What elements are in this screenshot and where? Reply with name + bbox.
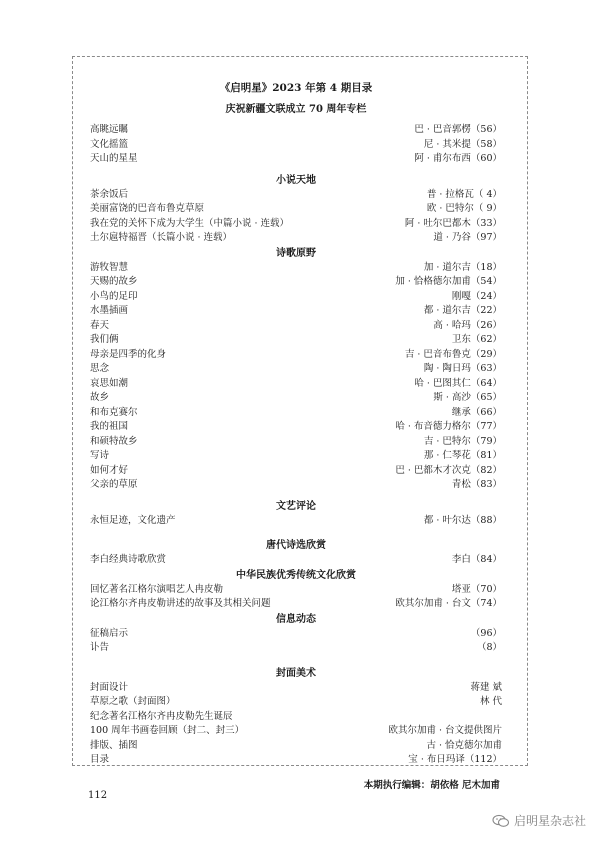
entry-title: 回忆著名江格尔演唱艺人冉皮勒 <box>90 583 224 595</box>
entry-author-page: 巴 · 巴音郭楞（56） <box>414 124 502 135</box>
entry-title: 我在党的关怀下成为大学生（中篇小说 · 连载） <box>90 217 290 229</box>
entry-author-page: 加 · 恰格德尔加甫（54） <box>395 276 502 287</box>
entry-title: 土尔扈特福晋（长篇小说 · 连载） <box>90 232 233 243</box>
toc-entry <box>90 681 502 696</box>
toc-entry <box>90 449 502 464</box>
toc-entry <box>90 261 502 276</box>
section-spacer <box>90 528 502 538</box>
toc-entry <box>90 739 502 754</box>
entry-author-page: 阿 · 吐尔巴都木（33） <box>404 217 502 229</box>
entry-author-page: 尼 · 其米提（58） <box>423 138 502 150</box>
toc-entry <box>90 202 502 217</box>
entry-title: 100 周年书画卷回顾（封二、封三） <box>90 725 245 736</box>
entry-title: 目录 <box>90 754 110 765</box>
toc-title: 《启明星》2023 年第 4 期目录 <box>219 82 373 94</box>
entry-title: 征稿启示 <box>90 627 129 639</box>
toc-entry <box>90 753 502 768</box>
entry-title: 天山的星星 <box>90 153 138 164</box>
toc-entry <box>90 710 502 725</box>
section-heading: 信息动态 <box>276 613 316 625</box>
toc-entry <box>90 724 502 739</box>
entry-author-page: 塔亚（70） <box>451 583 502 595</box>
entry-author-page: 高 · 哈玛（26） <box>433 319 502 331</box>
entry-author-page: 刚嘎（24） <box>451 290 502 302</box>
toc-entry <box>90 348 502 363</box>
toc-entry <box>90 391 502 406</box>
toc-entry <box>90 478 502 493</box>
entry-title: 永恒足迹，文化遗产 <box>90 514 176 526</box>
entry-author-page: 加 · 道尔吉（18） <box>423 261 502 273</box>
toc-entry <box>90 695 502 710</box>
entry-author-page: 欧其尔加甫 · 台文（74） <box>395 598 502 609</box>
entry-author-page: 李白（84） <box>451 554 502 565</box>
executive-editors: 本期执行编辑：胡依格 尼木加甫 <box>363 779 500 791</box>
entry-author-page: 都 · 叶尔达（88） <box>423 514 502 526</box>
entry-title: 高眺远瞩 <box>90 124 129 135</box>
entry-author-page: 卫东（62） <box>451 334 502 345</box>
toc-entry <box>90 290 502 305</box>
entry-author-page: 阿 · 甫尔布西（60） <box>414 153 502 164</box>
entry-author-page: 哈 · 布音德力格尔（77） <box>395 421 502 432</box>
toc-entry <box>90 597 502 612</box>
entry-title: 父亲的草原 <box>90 479 138 490</box>
entry-author-page: 巴 · 巴都木才次克（82） <box>395 464 502 476</box>
wechat-icon <box>492 814 510 828</box>
section-heading: 封面美术 <box>276 667 316 679</box>
entry-author-page: 斯 · 高沙（65） <box>433 392 502 403</box>
entry-author-page: （8） <box>476 642 502 653</box>
entry-author-page: 哈 · 巴图其仁（64） <box>414 377 502 389</box>
entry-title: 哀思如潮 <box>90 377 129 389</box>
entry-title: 纪念著名江格尔齐冉皮勒先生诞辰 <box>90 710 233 722</box>
toc-entry <box>90 304 502 319</box>
toc-entry <box>90 514 502 529</box>
toc-entry <box>90 641 502 656</box>
entry-author-page: 宝 · 布日玛译（112） <box>408 754 502 765</box>
section-heading: 唐代诗选欣赏 <box>266 540 326 551</box>
entry-title: 如何才好 <box>90 464 129 476</box>
watermark-text: 启明星杂志社 <box>513 814 586 828</box>
entry-title: 文化摇篮 <box>90 138 129 150</box>
entry-author-page: 蒋建 斌 <box>470 681 502 693</box>
section-heading: 诗歌原野 <box>276 247 316 259</box>
entry-author-page: 道 · 乃谷（97） <box>433 232 502 243</box>
entry-title: 春天 <box>90 319 110 331</box>
entry-author-page: 吉 · 巴特尔（79） <box>423 435 502 447</box>
toc-entry <box>90 138 502 153</box>
entry-title: 游牧智慧 <box>90 261 129 273</box>
toc-entry <box>90 231 502 246</box>
entry-author-page: 林 代 <box>479 696 502 707</box>
table-of-contents <box>90 80 502 794</box>
entry-author-page: 欧其尔加甫 · 台文提供图片 <box>388 725 502 736</box>
entry-author-page: 欧 · 巴特尔（ 9） <box>426 203 502 214</box>
toc-entry <box>90 333 502 348</box>
toc-entry <box>90 152 502 167</box>
entry-title: 草原之歌（封面图） <box>90 696 176 707</box>
entry-title: 我的祖国 <box>90 421 129 432</box>
toc-entry <box>90 464 502 479</box>
entry-title: 论江格尔齐冉皮勒讲述的故事及其相关问题 <box>90 598 271 609</box>
entry-title: 故乡 <box>90 392 110 403</box>
entry-author-page: 那 · 仁琴花（81） <box>423 450 502 461</box>
toc-entry <box>90 627 502 642</box>
entry-author-page: 陶 · 陶日玛（63） <box>423 363 502 374</box>
entry-title: 讣告 <box>90 642 110 653</box>
entry-title: 排版、插图 <box>90 739 138 751</box>
entry-title: 小鸟的足印 <box>90 290 138 302</box>
entry-author-page: 吉 · 巴音布鲁克（29） <box>404 348 502 360</box>
section-heading: 文艺评论 <box>276 500 316 512</box>
entry-title: 封面设计 <box>90 681 129 693</box>
entry-author-page: 普 · 拉格瓦（ 4） <box>426 188 502 200</box>
entry-author-page: 古 · 恰克德尔加甫 <box>426 739 502 751</box>
toc-entry <box>90 583 502 598</box>
publisher-watermark <box>492 812 586 829</box>
toc-entry <box>90 275 502 290</box>
section-spacer <box>90 656 502 666</box>
entry-title: 和硕特故乡 <box>90 435 138 447</box>
section-heading: 中华民族优秀传统文化欣赏 <box>236 569 356 581</box>
entry-title: 李白经典诗歌欣赏 <box>90 554 167 565</box>
entry-title: 美丽富饶的巴音布鲁克草原 <box>90 203 205 214</box>
entry-author-page: （96） <box>470 627 502 639</box>
toc-entry <box>90 188 502 203</box>
toc-entry <box>90 435 502 450</box>
entry-title: 我们俩 <box>90 334 119 345</box>
toc-sections <box>90 102 502 768</box>
toc-entry <box>90 406 502 421</box>
entry-author-page: 继承（66） <box>451 406 502 418</box>
toc-entry <box>90 377 502 392</box>
entry-author-page: 青松（83） <box>451 479 502 490</box>
entry-title: 茶余饭后 <box>90 188 129 200</box>
section-heading: 小说天地 <box>276 174 316 186</box>
entry-title: 思念 <box>90 363 110 374</box>
section-heading: 庆祝新疆文联成立 70 周年专栏 <box>225 104 367 115</box>
toc-entry <box>90 553 502 568</box>
entry-title: 写诗 <box>90 450 110 461</box>
entry-title: 水墨插画 <box>90 305 129 316</box>
entry-title: 和布克赛尔 <box>90 406 138 418</box>
toc-entry <box>90 319 502 334</box>
toc-entry <box>90 217 502 232</box>
page-number: 112 <box>88 790 108 801</box>
entry-title: 天赐的故乡 <box>90 276 138 287</box>
toc-entry <box>90 362 502 377</box>
toc-entry <box>90 420 502 435</box>
entry-title: 母亲是四季的化身 <box>90 348 167 360</box>
entry-author-page: 都 · 道尔吉（22） <box>423 305 502 316</box>
toc-entry <box>90 123 502 138</box>
